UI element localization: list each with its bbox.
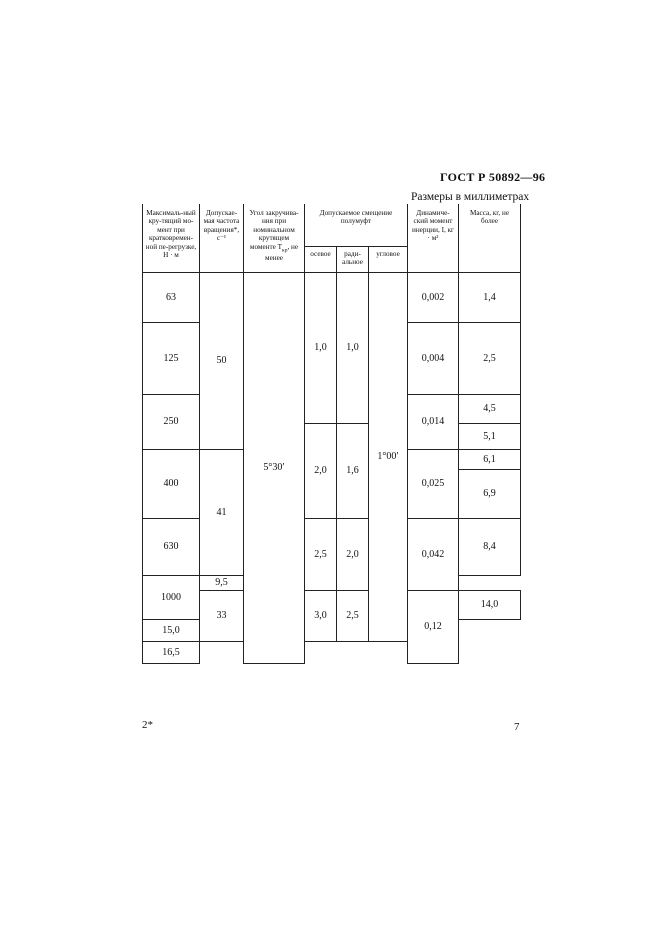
torque-cell: 125 [143,322,200,394]
header-mass: Масса, кг, не более [459,204,521,272]
header-inertia: Динамиче-ский момент инерции, I, кг · м² [408,204,459,272]
radial-cell: 2,5 [337,590,369,641]
mass-cell: 6,9 [459,469,521,518]
mass-cell: 16,5 [143,641,200,663]
header-angle [244,204,305,272]
speed-cell: 33 [200,590,244,641]
axial-cell: 2,0 [305,423,337,518]
mass-cell: 2,5 [459,322,521,394]
signature-mark: 2* [142,719,153,731]
radial-cell: 1,6 [337,423,369,518]
torque-cell: 630 [143,518,200,575]
inertia-cell: 0,004 [408,322,459,394]
mass-cell: 4,5 [459,394,521,423]
axial-cell: 1,0 [305,272,337,423]
header-angle-tail: , не менее [265,242,299,263]
radial-cell: 1,0 [337,272,369,423]
inertia-cell: 0,12 [408,590,459,663]
header-torque: Максималь-ный кру-тящий мо-мент при кратковремен-ной пе-регрузке, Н · м [143,204,200,272]
radial-cell: 2,0 [337,518,369,590]
header-offset-angular: угловое [369,246,408,272]
inertia-cell: 0,025 [408,449,459,518]
header-angle-subscript: кр [282,247,288,254]
speed-cell: 50 [200,272,244,449]
mass-cell: 15,0 [143,619,200,641]
mass-cell: 1,4 [459,272,521,322]
torque-cell: 1000 [143,575,200,619]
mass-cell: 6,1 [459,449,521,469]
inertia-cell: 0,014 [408,394,459,449]
mass-cell: 8,4 [459,518,521,575]
header-offset-axial: осевое [305,246,337,272]
mass-cell: 9,5 [200,575,244,590]
inertia-cell: 0,042 [408,518,459,590]
header-speed: Допускае-мая частота вращения*, с⁻¹ [200,204,244,272]
torque-cell: 250 [143,394,200,449]
axial-cell: 3,0 [305,590,337,641]
page-number: 7 [514,721,520,733]
header-offset-group: Допускаемое смещение полумуфт [305,204,408,246]
mass-cell: 14,0 [459,590,521,619]
mass-cell: 5,1 [459,423,521,449]
speed-cell: 41 [200,449,244,575]
header-angle-text: Угол закручива-ния при номинальном крутящем моменте Т [249,209,299,251]
angle-cell: 5°30′ [244,272,305,663]
specification-table [142,204,521,664]
torque-cell: 63 [143,272,200,322]
angular-cell: 1°00′ [369,272,408,641]
units-note: Размеры в миллиметрах [411,191,530,203]
torque-cell: 400 [143,449,200,518]
axial-cell: 2,5 [305,518,337,590]
inertia-cell: 0,002 [408,272,459,322]
header-offset-radial: ради-альное [337,246,369,272]
document-code: ГОСТ Р 50892—96 [440,170,546,184]
